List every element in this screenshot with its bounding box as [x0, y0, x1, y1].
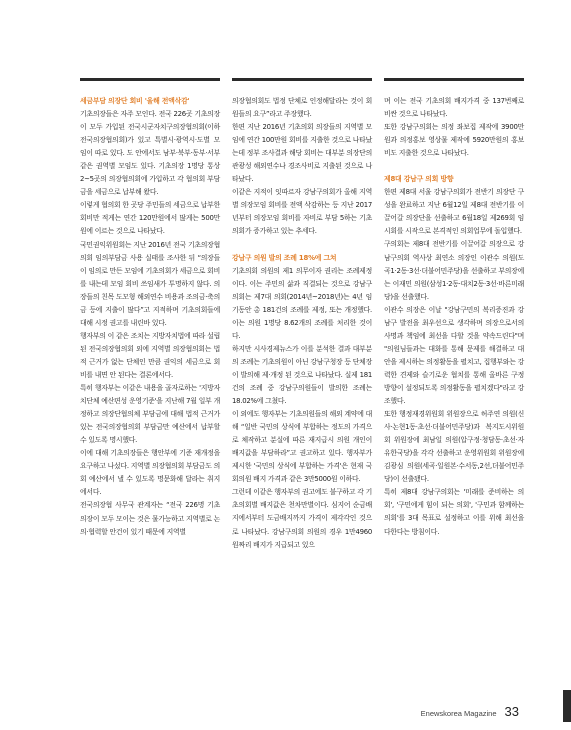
magazine-name: Enewskorea Magazine [420, 709, 497, 718]
paragraph: 또한 행정재경위원회 위원장으로 허주연 의원(신사·논현1동·초선·더불어민주당)과 복지도시위원회 위원장에 최남일 의원(압구정·청담동·초선·자유한국당)을 각각 선출하고 운영위원회 위원장에 김광심 의원(세곡·일원본·수서동,2선,더불어민주당)이 선출됐다. [384, 410, 524, 484]
paragraph: 이렇게 협의회 한 곳당 주민들의 세금으로 납부한 회비만 적게는 연간 120만원에서 많게는 500만원에 이르는 것으로 나타났다. [80, 201, 220, 236]
section-heading: 강남구 의원 발의 조례 18%에 그쳐 [232, 253, 337, 262]
paragraph: 한편 제8대 서울 강남구의회가 전반기 의장단 구성을 완료하고 지난 6월12일 제8대 전반기를 이끌어갈 의장단을 선출하고 6월18일 제269회 임시회를 시작으로 본격적인 의회업무에 돌입했다. [384, 188, 524, 236]
paragraph: 기초의회 의원의 제1 의무이자 권리는 조례제정이다. 이는 주민의 삶과 직결되는 것으로 강남구 의회는 제7대 의회(2014년~2018년)는 4년 임기동안 총 181건의 조례를 제정, 또는 개정했다. 이는 의원 1명당 8.62개의 조례를 처리한 것이다. [232, 266, 372, 340]
paragraph: 의장협의회도 법정 단체로 인정해달라는 것이 회원들의 요구”라고 주장했다. [232, 97, 372, 119]
paragraph: 이관수 의장은 이날 "강남구민의 복리증진과 강남구 발전을 최우선으로 생각하며 의장으로서의 사명과 책임에 최선을 다할 것을 약속드린다"며 "의원님들과는 대화를 통해 문제를 해결하고 대안을 제시하는 의정활동을 펼치고, 집행부와는 강력한 견제와 슬기로운 협치를 통해 올바른 구정 방향이 설정되도록 의정활동을 펼치겠다"라고 강조했다. [384, 305, 524, 406]
paragraph: 국민권익위원회는 지난 2016년 전국 기초의장협의회 임의부담금 사용 실태를 조사한 뒤 “의장들이 임의로 만든 모임에 기초의회가 세금으로 회비를 내는데 모임 회비 쓰임새가 투명하지 않다. 의장들의 친목 도모형 해외연수 비용과 조의금·축의금 등에 지출이 많다”고 지적하며 기초의회들에 대해 시정 권고를 내린바 있다. [80, 240, 220, 327]
section-heading: 세금부담 의장단 회비 '울해 전액삭감' [80, 97, 190, 105]
paragraph: 이에 대해 기초의장들은 행안부에 기준 재개정을 요구하고 나섰다. 지역별 의장협의회 부담금도 의회 예산에서 낼 수 있도록 명문화해 달라는 취지에서다. [80, 449, 220, 497]
paragraph: 특히 행자부는 이같은 내용을 골자로하는 '지방자치단체 예산편성 운영기준'을 지난해 7월 일부 개정하고 의장단협의체 부담금에 대해 법적 근거가 있는 전국의장협의회 부담금만 예산에서 납부할 수 있도록 명시했다. [80, 384, 220, 445]
article-column-1 [80, 95, 220, 539]
column-top-rule-3 [384, 78, 524, 81]
page-edge-tab [563, 690, 571, 722]
paragraph-gap [384, 160, 524, 173]
column-top-rule-1 [80, 78, 220, 81]
paragraph: 기초의장들은 자주 모인다. 전국 226곳 기초의장이 모두 가입된 전국시군자치구의장협의회(이하 전국의장협의회)가 있고 특별시·광역시·도별 모임이 따로 있다. 도 안에서도 남부·북부·동부·서부 같은 권역별 모임도 있다. 기초의장 1명당 통상 2~5곳의 의장협의회에 가입하고 각 협의회 부담금을 세금으로 납부해 왔다. [80, 110, 220, 197]
paragraph: 전국의장협 사무국 관계자는 “전국 226명 기초의장이 모두 모이는 것은 물가능하고 지역별로 논의·협력할 안건이 있기 때문에 지역별 [80, 501, 220, 536]
paragraph: 구의회는 제8대 전반기를 이끌어갈 의장으로 강남구의회 역사상 최연소 의장인 이관수 의원(도곡1·2동·3선·더불어민주당)을 선출하고 부의장에는 이재민 의원(삼성1·2동·대치2동·3선·바른미래당)을 선출했다. [384, 240, 524, 301]
column-top-rule-2 [232, 78, 372, 81]
paragraph: 또한 강남구의회는 의정 좌보집 제작에 3900만원과 의정홍보 영상물 제작에 5920만원의 홍보비도 지출한 것으로 나타났다. [384, 123, 524, 158]
article-column-2 [232, 95, 372, 552]
paragraph: 하지만 시사경제뉴스가 이를 분석한 결과 대부분의 조례는 기초의원이 아닌 강남구청장 등 단체장이 발의해 제·개정 된 것으로 나타났다. 실제 181건의 조례 중 강남구의원들이 발의한 조례는 18.02%에 그쳤다. [232, 344, 372, 406]
paragraph: 한편 지난 2016년 기초의회 의장들의 지역별 모임에 연간 100만원 회비를 지출한 것으로 나타났는데 정부 조사결과 해당 회비는 대부분 의장단의 관광성 해외연수나 경조사비로 지출된 것으로 나타났다. [232, 123, 372, 184]
paragraph: 그런데 이같은 행자부의 권고에도 불구하고 각 기초의회별 배지값은 천차만별이다. 심지어 순금배지에서부터 도금배지까지 가격이 제각각인 것으로 나타났다. 강남구의회 의원의 경우 1만4960원짜리 배지가 지급되고 있으 [232, 488, 372, 549]
paragraph: 이같은 지적이 잇따르자 강남구의회가 올해 지역별 의장모임 회비를 전액 삭감하는 등 지난 2017년부터 의장모임 회비를 자비로 부담 5하는 기초의회가 증가하고 있는 추세다. [232, 188, 372, 236]
paragraph: 이 외에도 행자부는 기초의원들의 해외 계약에 대해 “일반 국민의 상식에 부합하는 정도의 가격으로 체작하고 분실에 따른 재지급시 의원 개인이 배지값을 부담하라”고 권고하고 있다. 행자부가 제시한 '국민의 상식에 부합하는 가격'은 현재 국회의원 배지 가격과 같은 3만5000원 이하다. [232, 410, 372, 484]
paragraph: 행자부의 이 같은 조치는 지방자치법에 따라 설립된 전국의장협의회 외에 지역별 의장협의회는 법적 근거가 없는 단체인 만큼 권익의 세금으로 회비를 내면 안 된다는 결론에서다. [80, 331, 220, 379]
section-heading: 제8대 강남구 의회 방향 [384, 175, 454, 184]
paragraph: 특히 제8대 강남구의회는 '미래를 준비하는 의회', '구민에게 힘이 되는 의회', '구민과 함께하는 의회'를 3대 목표로 설정하고 이를 위해 최선을 다한다는 방침이다. [384, 488, 524, 536]
paragraph: 며 이는 전국 기초의회 배지가격 중 137번째로 비싼 것으로 나타났다. [384, 97, 524, 119]
page-number: 33 [504, 704, 519, 719]
page-footer [421, 704, 519, 719]
paragraph-gap [232, 239, 372, 252]
article-column-3 [384, 95, 524, 539]
